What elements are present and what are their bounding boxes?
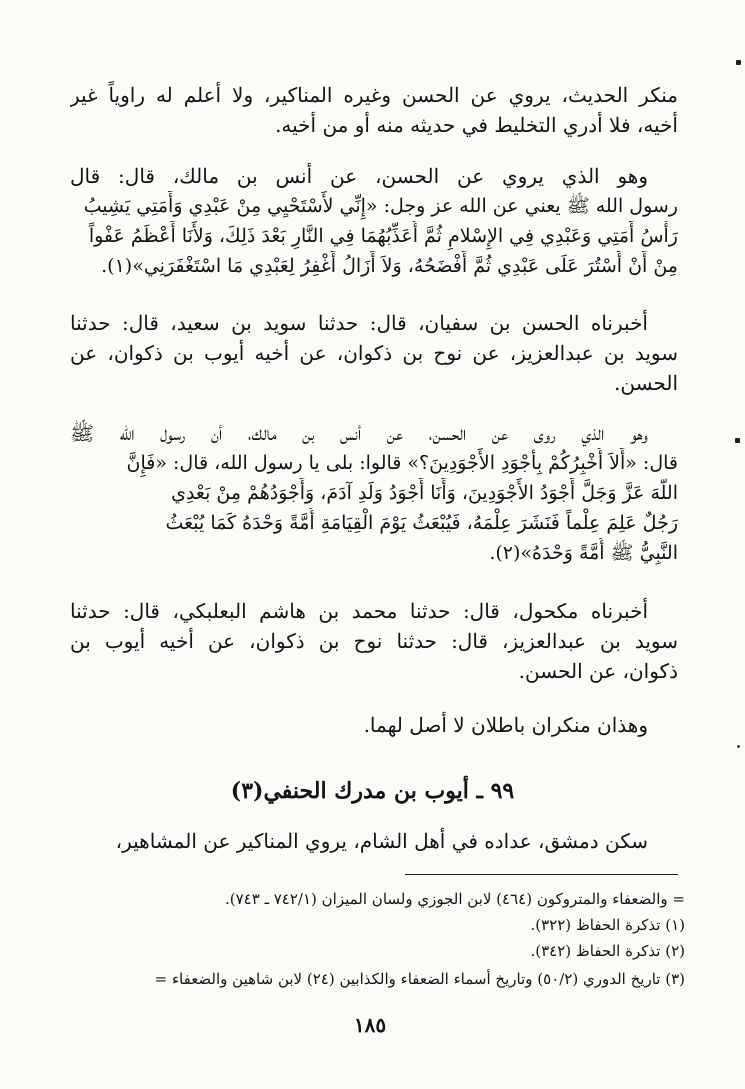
text-line: سكن دمشق، عداده في أهل الشام، يروي المناكير عن المشاهير،: [115, 829, 648, 853]
paragraph-after-heading: [70, 826, 678, 856]
text-line: الحسن.: [614, 371, 678, 395]
text-line: سويد بن عبدالعزيز، عن نوح بن ذكوان، عن أخيه أيوب بن ذكوان، عن: [70, 341, 678, 365]
footnote-2: (٢) تذكرة الحفاظ (٣٤٢).: [530, 942, 685, 960]
footnote-1: (١) تذكرة الحفاظ (٣٢٢).: [530, 916, 685, 934]
text-line: وهذان منكران باطلان لا أصل لهما.: [363, 713, 648, 737]
paragraph-1: [70, 80, 678, 140]
section-heading: ٩٩ ـ أيوب بن مدرك الحنفي(٣): [230, 778, 515, 804]
text-line: سويد بن عبدالعزيز، قال: حدثنا نوح بن ذكوان، عن أخيه أيوب بن: [70, 629, 678, 653]
page-number: ١٨٥: [353, 1013, 387, 1037]
text-line: منكر الحديث، يروي عن الحسن وغيره المناكير، ولا أعلم له راوياً غير: [70, 83, 678, 107]
hadith-line: النَّبِيُّ ﷺ أُمَّةً وَحْدَهُ»(٢).: [489, 542, 678, 564]
paragraph-6: [70, 710, 678, 740]
text-line: وهو الذي روى عن الحسن، عن أنس بن مالك، أن رسول الله ﷺ: [70, 421, 648, 445]
text-line: ذكوان، عن الحسن.: [518, 659, 678, 683]
hadith-line: رَجُلٌ عَلِمَ عِلْماً فَنَشَرَ عِلْمَهُ، فَيُبْعَثُ يَوْمَ الْقِيَامَةِ أُمَّةً وَحْدَهُ كَمَا يُبْعَثُ: [165, 512, 678, 534]
text-line: وهو الذي يروي عن الحسن، عن أنس بن مالك، قال: قال: [70, 164, 648, 188]
hadith-line: اللَّهَ عَزَّ وَجَلَّ أَجْوَدُ الأَجْوَدِينَ، وَأَنَا أَجْوَدُ وَلَدِ آدَمَ، وَأَجْوَدُهُمْ مِنْ بَعْدِي: [171, 482, 678, 504]
paragraph-2: [70, 161, 678, 281]
hadith-line: مِنْ أَنْ أَسْتُرَ عَلَى عَبْدِي ثُمَّ أَفْضَحُهُ، وَلاَ أَزَالُ أَغْفِرُ لِعَبْدِي مَا اسْتَغْفَرَنِي»(١).: [101, 255, 678, 277]
footnote-continuation: = والضعفاء والمتروكون (٤٦٤) لابن الجوزي ولسان الميزان (٧٤٢/١ ـ ٧٤٣).: [225, 890, 685, 908]
text-line: أخبرناه الحسن بن سفيان، قال: حدثنا سويد بن سعيد، قال: حدثنا: [70, 311, 648, 335]
paragraph-3: [70, 308, 678, 398]
footnote-separator: [405, 874, 678, 875]
hadith-line: رَأْسُ أَمَتِي وَعَبْدِي فِي الإِسْلامِ ثُمَّ أُعَذِّبُهُمَا فِي النَّارِ بَعْدَ ذَلِكَ، وَلأَنَا أَعْظَمُ عَفْواً: [88, 225, 678, 247]
scan-mark: [736, 60, 741, 65]
hadith-line: قال: «أَلاَ أُخْبِرُكُمْ بِأَجْوَدِ الأَجْوَدِينَ؟» قالوا: بلى يا رسول الله، قال: «فَإِنَّ: [126, 452, 678, 474]
text-line: أخيه، فلا أدري التخليط في حديثه منه أو من أخيه.: [275, 113, 678, 137]
text-line: أخبرناه مكحول، قال: حدثنا محمد بن هاشم البعلبكي، قال: حدثنا: [70, 599, 648, 623]
paragraph-5: [70, 596, 678, 686]
scan-mark: [735, 438, 740, 443]
paragraph-4: [70, 418, 678, 568]
footnote-3: (٣) تاريخ الدوري (٥٠/٢) وتاريخ أسماء الضعفاء والكذابين (٢٤) لابن شاهين والضعفاء =: [154, 970, 685, 988]
scan-speck: [737, 745, 740, 748]
hadith-line: رسول الله ﷺ يعني عن الله عز وجل: «إِنِّي لأَسْتَحْيِي مِنْ عَبْدِي وَأَمَتِي يَشِيبُ: [83, 195, 678, 217]
